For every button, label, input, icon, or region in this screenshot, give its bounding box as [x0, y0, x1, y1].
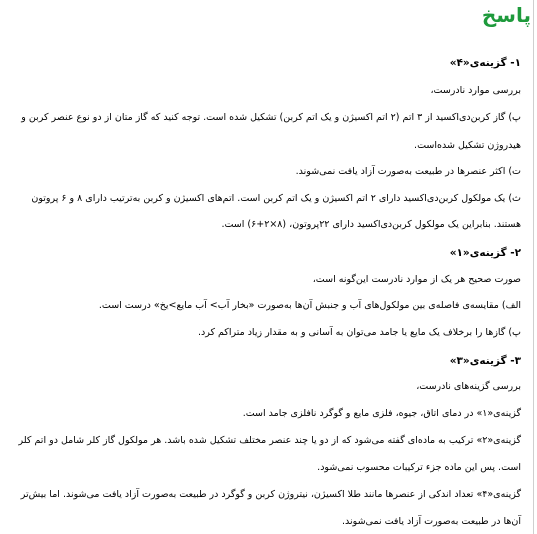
question-3-line: است. پس این ماده جزء ترکیبات محسوب نمی‌شود. [317, 462, 521, 473]
question-3-line: گزینه‌ی«۱» در دمای اتاق، جیوه، فلزی مایع و گوگرد نافلزی جامد است. [242, 408, 521, 419]
question-1-line: هیدروژن تشکیل شده‌است. [414, 140, 521, 151]
page-title: پاسخ [481, 3, 531, 27]
question-3-line: گزینه‌ی«۲» ترکیب به ماده‌ای گفته می‌شود که از دو یا چند عنصر مختلف تشکیل شده باشد. هر مولکول گاز کلر شامل دو اتم کلر [18, 435, 521, 446]
question-2-line: الف) مقایسه‌ی فاصله‌ی بین مولکول‌های آب و جنبش آن‌ها به‌صورت «بخار آب> آب مایع>یخ» درست است. [98, 300, 521, 311]
question-3-line: بررسی گزینه‌های نادرست، [416, 381, 521, 392]
question-2-line: صورت صحیح هر یک از موارد نادرست این‌گونه است، [312, 274, 521, 285]
question-3-line: گزینه‌ی«۴» تعداد اندکی از عنصرها مانند طلا اکسیژن، نیتروژن کربن و گوگرد در طبیعت به‌صورت آزاد یافت می‌شوند. اما بیش‌تر [20, 489, 521, 500]
question-1-heading: ۱- گزینه‌ی«۴» [449, 57, 521, 69]
question-3-line: آن‌ها در طبیعت به‌صورت آزاد یافت نمی‌شوند. [342, 516, 521, 527]
question-1-line: ث) یک مولکول کربن‌دی‌اکسید دارای ۲ اتم اکسیژن و یک اتم کربن است. اتم‌های اکسیژن و کربن به‌ترتیب دارای ۸ و ۶ پروتون [31, 193, 521, 204]
question-3-heading: ۳- گزینه‌ی«۳» [449, 355, 521, 367]
question-1-line: ت) اکثر عنصرها در طبیعت به‌صورت آزاد یافت نمی‌شوند. [295, 166, 521, 177]
question-2-line: پ) گازها را برخلاف یک مایع یا جامد می‌توان به آسانی و به مقدار زیاد متراکم کرد. [197, 327, 521, 338]
question-1-line: پ) گاز کربن‌دی‌اکسید از ۳ اتم (۲ اتم اکسیژن و یک اتم کربن) تشکیل شده است. توجه کنید که گاز متان از دو نوع عنصر کربن و [21, 112, 521, 123]
question-1-line: هستند. بنابراین یک مولکول کربن‌دی‌اکسید دارای ۲۲پروتون، (۸×۲+۶) است. [221, 219, 521, 230]
question-1-line: بررسی موارد نادرست، [430, 85, 521, 96]
question-2-heading: ۲- گزینه‌ی«۱» [449, 247, 521, 259]
page-border [533, 0, 534, 534]
